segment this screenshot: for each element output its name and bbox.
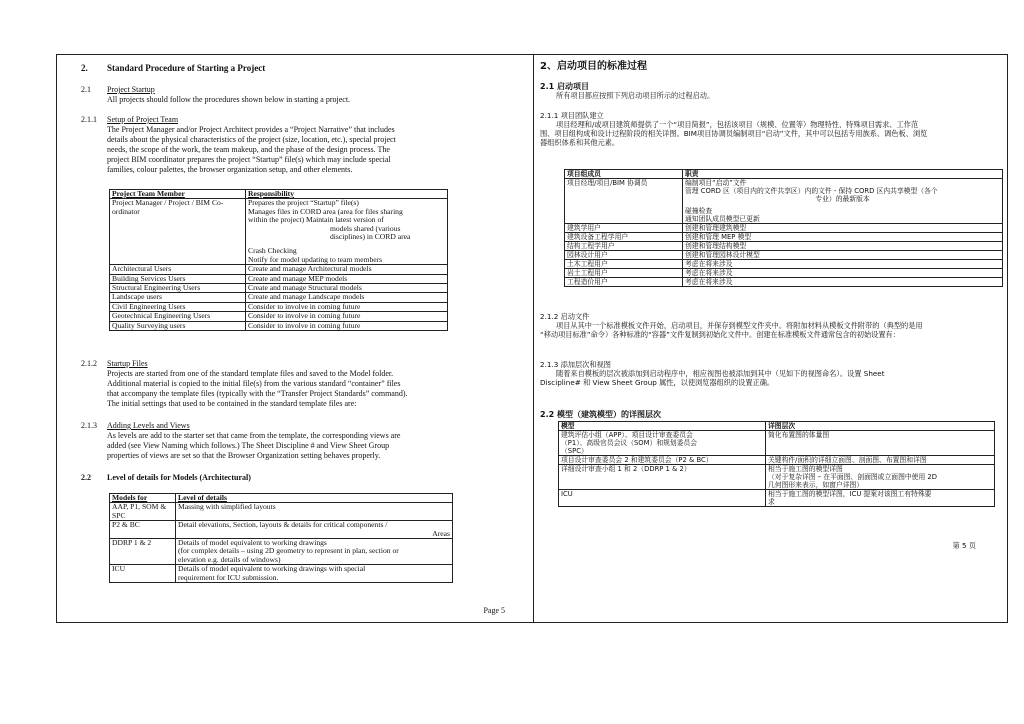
section-2-number: 2.: [81, 63, 88, 73]
section-2-1-2-line: The initial settings that used to be contained in the standard template files are:: [107, 399, 357, 408]
cn-lod-line: 项目设计审查委员会 2 和建筑委员会（P2 & BC）: [561, 456, 713, 464]
responsibility-line: Manages files in CORD area (area for files sharing: [248, 206, 403, 216]
page-number: Page 5: [483, 606, 505, 615]
lod-detail-line: Areas: [432, 528, 450, 538]
table-header-row: [559, 422, 995, 431]
cn-team-responsibility-cell: 创建和管理园林设计模型: [683, 251, 1003, 260]
cn-lod-line: 详细设计审查小组 1 和 2（DDRP 1 & 2）: [561, 465, 691, 473]
team-member-cell: Structural Engineering Users: [110, 284, 246, 293]
cn-section-2-title: 2、启动项目的标准过程: [540, 61, 647, 72]
cn-section-2-1-1-title: 2.1.1 项目团队建立: [540, 111, 604, 120]
table-row: [559, 490, 995, 507]
lod-detail-line: Detail elevations, Section, layouts & details for critical components /: [178, 520, 388, 530]
cn-lod-line: 关键构件/面积的详细立面图、剖面图、布置图和详图: [768, 456, 927, 464]
responsibility-line: disciplines) in CORD area: [330, 232, 411, 242]
cn-team-member-cell: 岩土工程用户: [565, 269, 683, 278]
cn-lod-table-header: 模型: [559, 422, 766, 431]
cn-team-table: [564, 169, 1003, 287]
team-member-cell: Quality Surveying users: [110, 321, 246, 330]
section-2-1-3-number: 2.1.3: [81, 421, 97, 430]
cn-team-table-header: 职责: [683, 170, 1003, 179]
cn-lod-line: 相当于施工图的模型详图: [768, 465, 843, 473]
section-2-1-2-line: Projects are started from one of the standard template files and saved to the Model folder.: [107, 369, 394, 378]
table-row: [110, 565, 453, 583]
section-2-1-text: All projects should follow the procedures shown below in starting a project.: [107, 95, 351, 104]
cn-section-2-1-2-line: “移动项目标准”命令）各种标准的“容器”文件复制到初始化文件中。创建在标准模板文件通常包含的初始设置有：: [540, 330, 900, 339]
cn-lod-line: 求: [768, 498, 775, 506]
cn-lod-line: 相当于施工图的模型详图，ICU 提案对该图工有特殊要: [768, 490, 932, 498]
team-responsibility-cell: Create and manage Architectural models: [246, 265, 448, 274]
section-2-1-1-number: 2.1.1: [81, 115, 97, 124]
table-row: [565, 269, 1003, 278]
cn-team-member-cell: 建筑设备工程学用户: [565, 233, 683, 242]
cn-section-2-1-2-line: 项目从其中一个标准模板文件开始，启动项目，并保存到模型文件夹中。将附加材料从模板文件附带的（典型的是用: [556, 321, 923, 330]
table-row: [565, 224, 1003, 233]
team-table: [109, 189, 448, 331]
team-table-header: Responsibility: [246, 190, 448, 199]
cn-team-member-cell: 园林设计用户: [565, 251, 683, 260]
cn-lod-table: [558, 421, 995, 507]
team-responsibility-cell: Consider to involve in coming future: [246, 321, 448, 330]
cn-team-responsibility-cell: 创建和管理建筑模型: [683, 224, 1003, 233]
cn-lod-line: （对于复杂详图 – 在平面图、剖面图或立面图中使用 2D: [768, 473, 937, 481]
table-row: [110, 293, 448, 302]
team-responsibility-cell: Consider to involve in coming future: [246, 302, 448, 311]
table-row: [565, 233, 1003, 242]
cn-lod-line: 几何图形来表示，如窗户详图）: [768, 481, 864, 489]
lod-model-cell: DDRP 1 & 2: [110, 539, 176, 565]
team-member-cell: Landscape users: [110, 293, 246, 302]
lod-detail-line: Massing with simplified layouts: [178, 502, 276, 512]
lod-table-header: Level of details: [176, 494, 453, 503]
section-2-1-3-line: properties of views are set so that the Browser Organization setting behaves properly.: [107, 451, 381, 460]
team-responsibility-cell: Create and manage MEP models: [246, 274, 448, 283]
document-spread: [56, 54, 1008, 623]
cn-lod-detail-cell: [766, 456, 995, 465]
cn-lod-line: 简化布置图的体量图: [768, 431, 830, 439]
cn-responsibility-line: 通知团队成员模型已更新: [685, 215, 760, 223]
section-2-1-1-title: Setup of Project Team: [107, 115, 179, 124]
chinese-page: [534, 55, 1008, 622]
section-2-1-2-line: that accompany the template files (typically with the “Transfer Project Standards” command).: [107, 389, 408, 398]
table-row: [559, 431, 995, 456]
cn-team-table-header: 项目组成员: [565, 170, 683, 179]
cn-lod-line: （P1）、高级官员会议（SOM）和规划委员会: [561, 439, 698, 447]
lod-detail-line: elevation e.g. details of windows): [178, 554, 281, 564]
table-row: [565, 251, 1003, 260]
cn-responsibility-line: 编制项目“启动”文件: [685, 179, 747, 187]
table-row: [110, 199, 448, 265]
section-2-1-2-title: Startup Files: [107, 359, 148, 368]
cn-section-2-1-text: 所有项目都应按照下列启动项目所示的过程启动。: [556, 91, 715, 100]
cn-responsibility-line: 碰撞检查: [685, 207, 713, 215]
section-2-1-1-line: details about the physical characteristics of the project (size, location, etc.), special project: [107, 135, 396, 144]
cn-team-responsibility-cell: [683, 179, 1003, 224]
cn-section-2-2-title: 2.2 模型（建筑模型）的详图层次: [540, 410, 661, 419]
lod-table: [109, 493, 453, 583]
cn-team-responsibility-cell: 创建和管理结构模型: [683, 242, 1003, 251]
lod-detail-line: requirement for ICU submission.: [178, 572, 279, 582]
lod-detail-cell: [176, 521, 453, 539]
table-row: [565, 278, 1003, 287]
team-responsibility-cell: Consider to involve in coming future: [246, 312, 448, 321]
cn-team-responsibility-cell: 考虑在将来涉及: [683, 260, 1003, 269]
table-row: [110, 503, 453, 521]
table-row: [565, 260, 1003, 269]
cn-team-responsibility-cell: 考虑在将来涉及: [683, 269, 1003, 278]
team-table-header: Project Team Member: [110, 190, 246, 199]
responsibility-line: Prepares the project “Startup” file(s): [248, 198, 359, 208]
section-2-1-2-line: Additional material is copied to the initial file(s) from the various standard “container” files: [107, 379, 401, 388]
cn-page-number: 第 5 页: [952, 541, 976, 550]
cn-lod-detail-cell: [766, 465, 995, 490]
english-page: [57, 55, 533, 622]
cn-lod-detail-cell: [766, 490, 995, 507]
cn-lod-line: 建筑评估小组（APP）、项目设计审查委员会: [561, 431, 693, 439]
lod-model-cell: AAP, P1, SOM & SPC: [110, 503, 176, 521]
lod-detail-cell: [176, 565, 453, 583]
section-2-1-number: 2.1: [81, 85, 91, 94]
section-2-1-3-line: added (see View Naming which follows.) The Sheet Discipline # and View Sheet Group: [107, 441, 390, 450]
cn-team-member-cell: 土木工程用户: [565, 260, 683, 269]
table-row: [565, 179, 1003, 224]
team-member-cell: Architectural Users: [110, 265, 246, 274]
cn-lod-line: ICU: [561, 490, 573, 498]
table-row: [110, 539, 453, 565]
cn-lod-line: （SPC）: [561, 447, 588, 455]
cn-team-member-cell: 项目经理/项目/BIM 协调员: [565, 179, 683, 224]
cn-section-2-1-3-line: 随着来自模板的层次被添加到启动程序中，相应视图也被添加到其中（见如下的视图命名）。设置 Sheet: [556, 369, 885, 378]
cn-lod-model-cell: [559, 431, 766, 456]
section-2-title: Standard Procedure of Starting a Project: [107, 63, 266, 73]
table-row: [110, 521, 453, 539]
section-2-1-3-line: As levels are add to the starter set that came from the template, the corresponding views are: [107, 431, 401, 440]
team-responsibility-cell: [246, 199, 448, 265]
cn-section-2-1-1-line: 围、项目组构成和设计过程阶段的相关详图。BIM项目协调员编制项目“启动”文件，其中可以包括专用族系、调色板、浏览: [540, 129, 928, 138]
cn-lod-model-cell: [559, 490, 766, 507]
lod-detail-cell: [176, 503, 453, 521]
responsibility-line: within the project) Maintain latest version of: [248, 215, 384, 225]
team-member-cell: Project Manager / Project / BIM Co-ordinator: [110, 199, 246, 265]
section-2-1-1-line: families, colour palettes, the browser organization setup, and other elements.: [107, 165, 353, 174]
lod-table-header: Models for: [110, 494, 176, 503]
team-member-cell: Geotechnical Engineering Users: [110, 312, 246, 321]
table-row: [110, 265, 448, 274]
cn-responsibility-line: 管理 CORD 区（项目内的文件共享区）内的文件 - 保持 CORD 区内共享模型（各个: [685, 187, 938, 195]
section-2-1-2-number: 2.1.2: [81, 359, 97, 368]
lod-detail-line: Details of model equivalent to working drawings with special: [178, 564, 366, 574]
team-responsibility-cell: Create and manage Landscape models: [246, 293, 448, 302]
section-2-1-1-line: The Project Manager and/or Project Architect provides a “Project Narrative” that includes: [107, 125, 395, 134]
team-member-cell: Civil Engineering Users: [110, 302, 246, 311]
lod-detail-line: Details of model equivalent to working drawings: [178, 538, 327, 548]
responsibility-line: Crash Checking: [248, 246, 297, 256]
cn-section-2-1-3-line: Discipline# 和 View Sheet Group 属性，以使浏览器组织的设置正确。: [540, 378, 775, 387]
cn-section-2-1-2-title: 2.1.2 启动文件: [540, 312, 590, 321]
team-member-cell: Building Services Users: [110, 274, 246, 283]
section-2-2-title: Level of details for Models (Architectural): [107, 473, 251, 482]
table-row: [110, 312, 448, 321]
cn-section-2-1-title: 2.1 启动项目: [540, 82, 589, 91]
table-row: [110, 321, 448, 330]
table-row: [559, 465, 995, 490]
cn-responsibility-line: 专业）的最新版本: [815, 195, 870, 203]
lod-detail-cell: [176, 539, 453, 565]
cn-team-member-cell: 工程造价用户: [565, 278, 683, 287]
cn-lod-model-cell: [559, 456, 766, 465]
cn-lod-table-header: 详图层次: [766, 422, 995, 431]
cn-team-responsibility-cell: 考虑在将来涉及: [683, 278, 1003, 287]
responsibility-line: models shared (various: [330, 223, 401, 233]
cn-team-member-cell: 结构工程学用户: [565, 242, 683, 251]
responsibility-line: Notify for model updating to team members: [248, 254, 383, 264]
cn-section-2-1-1-line: 项目经理和/或项目建筑师提供了一个“项目简报”，包括该项目（规模、位置等）物理特性、特殊项目需求、工作范: [556, 120, 919, 129]
table-row: [565, 242, 1003, 251]
section-2-2-number: 2.2: [81, 473, 91, 482]
cn-lod-detail-cell: [766, 431, 995, 456]
section-2-1-1-line: needs, the scope of the work, the team makeup, and the phase of the design process. The: [107, 145, 390, 154]
table-header-row: [565, 170, 1003, 179]
team-responsibility-cell: Create and manage Structural models: [246, 284, 448, 293]
lod-model-cell: ICU: [110, 565, 176, 583]
cn-team-member-cell: 建筑学用户: [565, 224, 683, 233]
lod-model-cell: P2 & BC: [110, 521, 176, 539]
section-2-1-3-title: Adding Levels and Views: [107, 421, 190, 430]
cn-team-responsibility-cell: 创建和管理 MEP 模型: [683, 233, 1003, 242]
section-2-1-1-line: project BIM coordinator prepares the project “Startup” file(s) which may include special: [107, 155, 391, 164]
table-row: [559, 456, 995, 465]
cn-lod-model-cell: [559, 465, 766, 490]
cn-section-2-1-1-line: 器组织体系和其他元素。: [540, 138, 620, 147]
section-2-1-title: Project Startup: [107, 85, 155, 94]
cn-section-2-1-3-title: 2.1.3 添加层次和视图: [540, 360, 611, 369]
lod-detail-line: (for complex details – using 2D geometry to represent in plan, section or: [178, 546, 399, 556]
